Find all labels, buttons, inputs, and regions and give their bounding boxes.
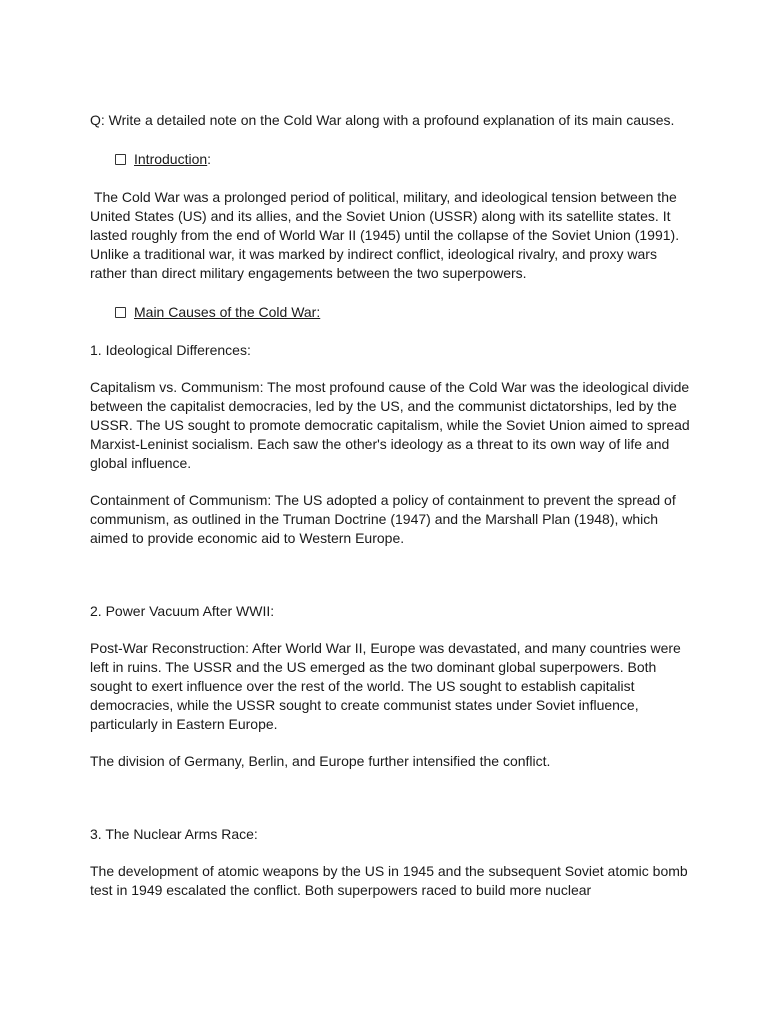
- question-text: Q: Write a detailed note on the Cold War along with a profound explanation of its main causes.: [90, 112, 675, 128]
- introduction-heading-label: Introduction: [134, 151, 208, 167]
- cause-title: 2. Power Vacuum After WWII:: [90, 603, 275, 619]
- causes-heading-label: Main Causes of the Cold War:: [134, 304, 321, 320]
- cause-paragraph: Post-War Reconstruction: After World War II, Europe was devastated, and many countries were left in ruins. The USSR and the US emerged as the two dominant global superpowers. Both sought to exert influence over the rest of the world. The US sought to establish capitalist democracies, while the USSR sought to create communist states under Soviet influence, particularly in Eastern Europe.: [90, 640, 681, 732]
- cause-title: 1. Ideological Differences:: [90, 342, 251, 358]
- checkbox-icon[interactable]: [115, 307, 126, 318]
- cause-paragraph: The division of Germany, Berlin, and Europe further intensified the conflict.: [90, 753, 551, 769]
- causes-heading: [90, 303, 690, 322]
- introduction-heading-colon: :: [207, 151, 212, 167]
- cause-paragraph: The development of atomic weapons by the US in 1945 and the subsequent Soviet atomic bomb test in 1949 escalated the conflict. Both superpowers raced to build more nuclear: [90, 863, 688, 898]
- cause-paragraph: Containment of Communism: The US adopted a policy of containment to prevent the spread of communism, as outlined in the Truman Doctrine (1947) and the Marshall Plan (1948), which aimed to provide economic aid to Western Europe.: [90, 492, 676, 546]
- cause-paragraph: Capitalism vs. Communism: The most profound cause of the Cold War was the ideological divide between the capitalist democracies, led by the US, and the communist dictatorships, led by the USSR. The US sought to promote democratic capitalism, while the Soviet Union aimed to spread Marxist-Leninist socialism. Each saw the other's ideology as a threat to its own way of life and global influence.: [90, 379, 690, 471]
- document-page: [90, 111, 690, 918]
- introduction-heading: [90, 150, 690, 169]
- introduction-text: The Cold War was a prolonged period of political, military, and ideological tension between the United States (US) and its allies, and the Soviet Union (USSR) along with its satellite states. It lasted roughly from the end of World War II (1945) until the collapse of the Soviet Union (1991). Unlike a traditional war, it was marked by indirect conflict, ideological rivalry, and proxy wars rather than direct military engagements between the two superpowers.: [90, 189, 683, 281]
- cause-title: 3. The Nuclear Arms Race:: [90, 826, 258, 842]
- checkbox-icon[interactable]: [115, 154, 126, 165]
